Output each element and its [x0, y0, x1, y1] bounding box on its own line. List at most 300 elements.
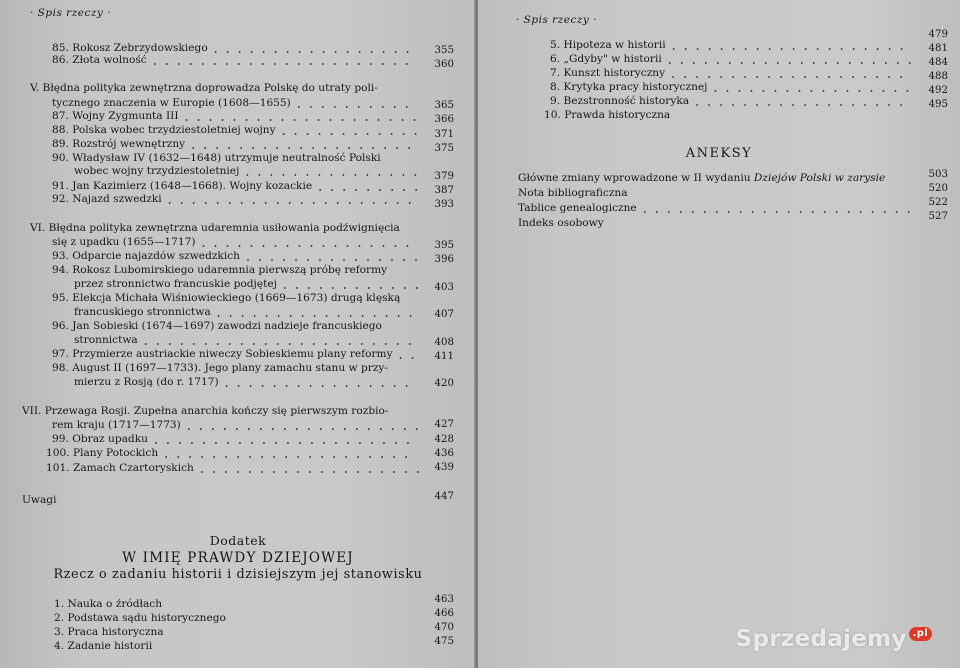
- toc-page-number: 527: [928, 211, 948, 222]
- toc-page-number: 470: [434, 622, 454, 633]
- leader-dot: [381, 456, 383, 458]
- leader-dot: [290, 315, 292, 317]
- leader-dot: [201, 456, 203, 458]
- appendix-title: W IMIĘ PRAWDY DZIEJOWEJ: [122, 550, 354, 566]
- leader-dot: [765, 62, 767, 64]
- leader-dot: [262, 63, 264, 65]
- leader-dot: [369, 471, 371, 473]
- leader-dot: [203, 245, 205, 247]
- leader-dot: [254, 315, 256, 317]
- leader-dot: [289, 343, 291, 345]
- toc-chapter-heading: tycznego znaczenia w Europie (1608—1655): [52, 97, 291, 109]
- leader-dot: [847, 90, 849, 92]
- toc-page-number: 488: [928, 71, 948, 82]
- leader-dot: [369, 456, 371, 458]
- leader-dot: [349, 202, 351, 204]
- leader-dot: [227, 51, 229, 53]
- leader-dot: [348, 147, 350, 149]
- leader-dot: [852, 104, 854, 106]
- leader-dot: [764, 211, 766, 213]
- leader-dot: [362, 315, 364, 317]
- leader-dot: [311, 442, 313, 444]
- leader-dot: [379, 259, 381, 261]
- leader-dot: [287, 245, 289, 247]
- leader-dot: [297, 471, 299, 473]
- toc-page-number: 408: [434, 337, 454, 348]
- leader-dot: [270, 174, 272, 176]
- dot-leaders-right: [478, 0, 960, 668]
- leader-dot: [308, 428, 310, 430]
- leader-dot: [307, 259, 309, 261]
- leader-dot: [371, 442, 373, 444]
- leader-dot: [415, 133, 417, 135]
- leader-dot: [395, 51, 397, 53]
- leader-dot: [896, 211, 898, 213]
- toc-entry: wobec wojny trzydziestoletniej: [74, 165, 240, 177]
- leader-dot: [325, 343, 327, 345]
- leader-dot: [715, 90, 717, 92]
- leader-dot: [393, 471, 395, 473]
- toc-entry: mierzu z Rosją (do r. 1717): [74, 376, 219, 388]
- leader-dot: [343, 259, 345, 261]
- leader-dot: [313, 343, 315, 345]
- leader-dot: [410, 315, 412, 317]
- leader-dot: [177, 456, 179, 458]
- leader-dot: [310, 106, 312, 108]
- leader-dot: [337, 343, 339, 345]
- toc-entry: przez stronnictwo francuskie podjętej: [74, 278, 277, 290]
- leader-dot: [840, 76, 842, 78]
- leader-dot: [294, 119, 296, 121]
- leader-dot: [756, 104, 758, 106]
- leader-dot: [804, 104, 806, 106]
- leader-dot: [188, 428, 190, 430]
- leader-dot: [319, 259, 321, 261]
- leader-dot: [263, 442, 265, 444]
- leader-dot: [829, 48, 831, 50]
- leader-dot: [391, 189, 393, 191]
- toc-chapter-heading: V. Błędna polityka zewnętrzna doprowadza Polskę do utraty poli-: [30, 82, 378, 94]
- leader-dot: [204, 147, 206, 149]
- leader-dot: [669, 62, 671, 64]
- leader-dot: [805, 48, 807, 50]
- watermark-badge: .pl: [909, 627, 932, 641]
- toc-entry: 91. Jan Kazimierz (1648—1668). Wojny kozackie: [52, 180, 313, 192]
- leader-dot: [216, 147, 218, 149]
- running-head-left: · Spis rzeczy ·: [30, 7, 111, 19]
- toc-page-number: 428: [434, 434, 454, 445]
- leader-dot: [165, 456, 167, 458]
- leader-dot: [312, 147, 314, 149]
- leader-dot: [239, 442, 241, 444]
- leader-dot: [379, 133, 381, 135]
- leader-dot: [336, 147, 338, 149]
- leader-dot: [166, 63, 168, 65]
- leader-dot: [729, 62, 731, 64]
- leader-dot: [261, 456, 263, 458]
- leader-dot: [251, 51, 253, 53]
- leader-dot: [373, 202, 375, 204]
- leader-dot: [366, 119, 368, 121]
- leader-dot: [229, 343, 231, 345]
- leader-dot: [354, 174, 356, 176]
- leader-dot: [250, 63, 252, 65]
- leader-dot: [823, 90, 825, 92]
- leader-dot: [241, 343, 243, 345]
- leader-dot: [310, 63, 312, 65]
- leader-dot: [864, 104, 866, 106]
- leader-dot: [319, 189, 321, 191]
- running-head-right: · Spis rzeczy ·: [516, 14, 597, 26]
- leader-dot: [398, 315, 400, 317]
- leader-dot: [390, 174, 392, 176]
- leader-dot: [685, 48, 687, 50]
- leader-dot: [298, 385, 300, 387]
- leader-dot: [321, 471, 323, 473]
- leader-dot: [344, 287, 346, 289]
- annex-heading: ANEKSY: [685, 146, 753, 161]
- toc-entry: 96. Jan Sobieski (1674—1697) zawodzi nadzieje francuskiego: [52, 320, 382, 332]
- leader-dot: [397, 202, 399, 204]
- leader-dot: [733, 48, 735, 50]
- leader-dot: [391, 259, 393, 261]
- leader-dot: [356, 287, 358, 289]
- leader-dot: [287, 442, 289, 444]
- leader-dot: [282, 119, 284, 121]
- leader-dot: [167, 442, 169, 444]
- leader-dot: [405, 471, 407, 473]
- leader-dot: [885, 62, 887, 64]
- leader-dot: [909, 62, 911, 64]
- toc-page-number: 427: [434, 419, 454, 430]
- leader-dot: [258, 119, 260, 121]
- leader-dot: [792, 76, 794, 78]
- leader-dot: [872, 211, 874, 213]
- leader-dot: [332, 287, 334, 289]
- leader-dot: [342, 119, 344, 121]
- leader-dot: [708, 76, 710, 78]
- right-page: [478, 0, 960, 668]
- leader-dot: [334, 106, 336, 108]
- leader-dot: [238, 385, 240, 387]
- leader-dot: [382, 63, 384, 65]
- leader-dot: [248, 428, 250, 430]
- leader-dot: [285, 456, 287, 458]
- toc-page-number: 375: [434, 143, 454, 154]
- leader-dot: [306, 174, 308, 176]
- leader-dot: [225, 456, 227, 458]
- leader-dot: [383, 442, 385, 444]
- leader-dot: [178, 63, 180, 65]
- leader-dot: [705, 62, 707, 64]
- leader-dot: [717, 62, 719, 64]
- leader-dot: [361, 343, 363, 345]
- leader-dot: [416, 287, 418, 289]
- leader-dot: [763, 90, 765, 92]
- leader-dot: [345, 456, 347, 458]
- leader-dot: [346, 385, 348, 387]
- leader-dot: [251, 442, 253, 444]
- toc-entry: 97. Przymierze austriackie niweczy Sobieskiemu plany reformy: [52, 348, 393, 360]
- leader-dot: [218, 315, 220, 317]
- toc-page-number: 360: [434, 59, 454, 70]
- leader-dot: [370, 385, 372, 387]
- leader-dot: [800, 211, 802, 213]
- leader-dot: [306, 119, 308, 121]
- leader-dot: [319, 133, 321, 135]
- toc-page-number: 463: [434, 594, 454, 605]
- leader-dot: [190, 63, 192, 65]
- leader-dot: [169, 202, 171, 204]
- leader-dot: [251, 245, 253, 247]
- leader-dot: [331, 189, 333, 191]
- leader-dot: [840, 104, 842, 106]
- leader-dot: [325, 202, 327, 204]
- leader-dot: [414, 174, 416, 176]
- leader-dot: [260, 428, 262, 430]
- leader-dot: [203, 442, 205, 444]
- toc-entry: 101. Zamach Czartoryskich: [46, 462, 194, 474]
- leader-dot: [210, 119, 212, 121]
- leader-dot: [361, 202, 363, 204]
- leader-dot: [781, 48, 783, 50]
- leader-dot: [644, 211, 646, 213]
- leader-dot: [296, 287, 298, 289]
- leader-dot: [198, 119, 200, 121]
- leader-dot: [775, 90, 777, 92]
- leader-dot: [403, 189, 405, 191]
- leader-dot: [323, 442, 325, 444]
- leader-dot: [757, 48, 759, 50]
- leader-dot: [302, 315, 304, 317]
- leader-dot: [768, 76, 770, 78]
- leader-dot: [241, 202, 243, 204]
- leader-dot: [359, 442, 361, 444]
- leader-dot: [275, 51, 277, 53]
- leader-dot: [357, 456, 359, 458]
- leader-dot: [813, 62, 815, 64]
- leader-dot: [768, 104, 770, 106]
- leader-dot: [169, 343, 171, 345]
- appendix-entry: 6. „Gdyby" w historii: [550, 53, 662, 65]
- leader-dot: [349, 343, 351, 345]
- leader-dot: [383, 245, 385, 247]
- leader-dot: [865, 48, 867, 50]
- leader-dot: [728, 211, 730, 213]
- leader-dot: [284, 287, 286, 289]
- leader-dot: [907, 90, 909, 92]
- leader-dot: [406, 106, 408, 108]
- dot-leaders-left: [0, 0, 476, 668]
- leader-dot: [298, 63, 300, 65]
- toc-page-number: 520: [928, 183, 948, 194]
- leader-dot: [693, 62, 695, 64]
- leader-dot: [395, 442, 397, 444]
- leader-dot: [405, 456, 407, 458]
- leader-dot: [200, 428, 202, 430]
- leader-dot: [301, 202, 303, 204]
- leader-dot: [908, 211, 910, 213]
- leader-dot: [680, 211, 682, 213]
- leader-dot: [416, 428, 418, 430]
- toc-chapter-heading: VII. Przewaga Rosji. Zupełna anarchia kończy się pierwszym rozbio-: [22, 405, 389, 417]
- leader-dot: [395, 245, 397, 247]
- leader-dot: [201, 471, 203, 473]
- leader-dot: [769, 48, 771, 50]
- leader-dot: [848, 211, 850, 213]
- leader-dot: [294, 174, 296, 176]
- leader-dot: [751, 90, 753, 92]
- leader-dot: [157, 343, 159, 345]
- leader-dot: [817, 48, 819, 50]
- leader-dot: [355, 133, 357, 135]
- leader-dot: [780, 104, 782, 106]
- leader-dot: [752, 211, 754, 213]
- leader-dot: [828, 104, 830, 106]
- leader-dot: [334, 63, 336, 65]
- leader-dot: [745, 48, 747, 50]
- leader-dot: [311, 245, 313, 247]
- leader-dot: [308, 287, 310, 289]
- leader-dot: [811, 90, 813, 92]
- toc-entry: 100. Plany Potockich: [46, 447, 159, 459]
- leader-dot: [347, 51, 349, 53]
- leader-dot: [215, 51, 217, 53]
- leader-dot: [296, 428, 298, 430]
- leader-dot: [288, 147, 290, 149]
- leader-dot: [326, 315, 328, 317]
- leader-dot: [321, 456, 323, 458]
- annex-entry: Indeks osobowy: [518, 217, 604, 229]
- leader-dot: [720, 104, 722, 106]
- leader-dot: [385, 343, 387, 345]
- leader-dot: [378, 174, 380, 176]
- toc-entry: 88. Polska wobec trzydziestoletniej wojny: [52, 124, 276, 136]
- toc-page-number: 411: [434, 351, 454, 362]
- leader-dot: [753, 62, 755, 64]
- leader-dot: [696, 76, 698, 78]
- leader-dot: [860, 211, 862, 213]
- leader-dot: [864, 76, 866, 78]
- toc-page-number: 387: [434, 185, 454, 196]
- leader-dot: [414, 119, 416, 121]
- leader-dot: [181, 202, 183, 204]
- leader-dot: [230, 315, 232, 317]
- leader-dot: [265, 202, 267, 204]
- leader-dot: [382, 385, 384, 387]
- leader-dot: [888, 104, 890, 106]
- leader-dot: [378, 119, 380, 121]
- leader-dot: [333, 471, 335, 473]
- leader-dot: [181, 343, 183, 345]
- leader-dot: [403, 133, 405, 135]
- leader-dot: [242, 315, 244, 317]
- leader-dot: [331, 133, 333, 135]
- leader-dot: [368, 428, 370, 430]
- leader-dot: [884, 211, 886, 213]
- leader-dot: [849, 62, 851, 64]
- leader-dot: [697, 48, 699, 50]
- leader-dot: [253, 343, 255, 345]
- leader-dot: [366, 174, 368, 176]
- leader-dot: [380, 287, 382, 289]
- leader-dot: [318, 174, 320, 176]
- leader-dot: [274, 385, 276, 387]
- leader-dot: [403, 259, 405, 261]
- leader-dot: [756, 76, 758, 78]
- leader-dot: [227, 245, 229, 247]
- leader-dot: [252, 147, 254, 149]
- leader-dot: [358, 106, 360, 108]
- leader-dot: [739, 90, 741, 92]
- toc-page-number: 447: [434, 491, 454, 502]
- leader-dot: [287, 51, 289, 53]
- leader-dot: [780, 76, 782, 78]
- leader-dot: [900, 104, 902, 106]
- leader-dot: [681, 62, 683, 64]
- leader-dot: [249, 456, 251, 458]
- leader-dot: [371, 51, 373, 53]
- toc-entry: 99. Obraz upadku: [52, 433, 148, 445]
- leader-dot: [696, 104, 698, 106]
- toc-entry: 90. Władysław IV (1632—1648) utrzymuje neutralność Polski: [52, 152, 381, 164]
- leader-dot: [859, 90, 861, 92]
- leader-dot: [354, 119, 356, 121]
- leader-dot: [323, 51, 325, 53]
- leader-dot: [330, 174, 332, 176]
- leader-dot: [224, 428, 226, 430]
- leader-dot: [371, 245, 373, 247]
- leader-dot: [412, 357, 414, 359]
- leader-dot: [335, 51, 337, 53]
- leader-dot: [836, 211, 838, 213]
- leader-dot: [227, 442, 229, 444]
- toc-entry: stronnictwa: [74, 334, 138, 346]
- toc-entry: 86. Złota wolność: [52, 54, 147, 66]
- toc-chapter-heading: rem kraju (1717—1773): [52, 419, 181, 431]
- leader-dot: [259, 259, 261, 261]
- leader-dot: [404, 287, 406, 289]
- leader-dot: [347, 245, 349, 247]
- appendix-entry: 4. Zadanie historii: [54, 640, 153, 652]
- toc-chapter-heading: się z upadku (1655—1717): [52, 236, 196, 248]
- leader-dot: [367, 133, 369, 135]
- leader-dot: [295, 133, 297, 135]
- leader-dot: [322, 106, 324, 108]
- leader-dot: [816, 104, 818, 106]
- leader-dot: [704, 211, 706, 213]
- leader-dot: [238, 63, 240, 65]
- leader-dot: [383, 51, 385, 53]
- leader-dot: [264, 147, 266, 149]
- leader-dot: [853, 48, 855, 50]
- leader-dot: [282, 174, 284, 176]
- leader-dot: [801, 62, 803, 64]
- toc-chapter-heading: VI. Błędna polityka zewnętrzna udaremnia usiłowania podźwignięcia: [30, 222, 400, 234]
- leader-dot: [406, 63, 408, 65]
- leader-dot: [295, 259, 297, 261]
- toc-page-number: 439: [434, 462, 454, 473]
- leader-dot: [225, 471, 227, 473]
- leader-dot: [799, 90, 801, 92]
- leader-dot: [668, 211, 670, 213]
- toc-entry: 94. Rokosz Lubomirskiego udaremnia pierwszą próbę reformy: [52, 264, 388, 276]
- leader-dot: [406, 385, 408, 387]
- leader-dot: [263, 245, 265, 247]
- toc-page-number: 475: [434, 636, 454, 647]
- leader-dot: [222, 119, 224, 121]
- leader-dot: [393, 456, 395, 458]
